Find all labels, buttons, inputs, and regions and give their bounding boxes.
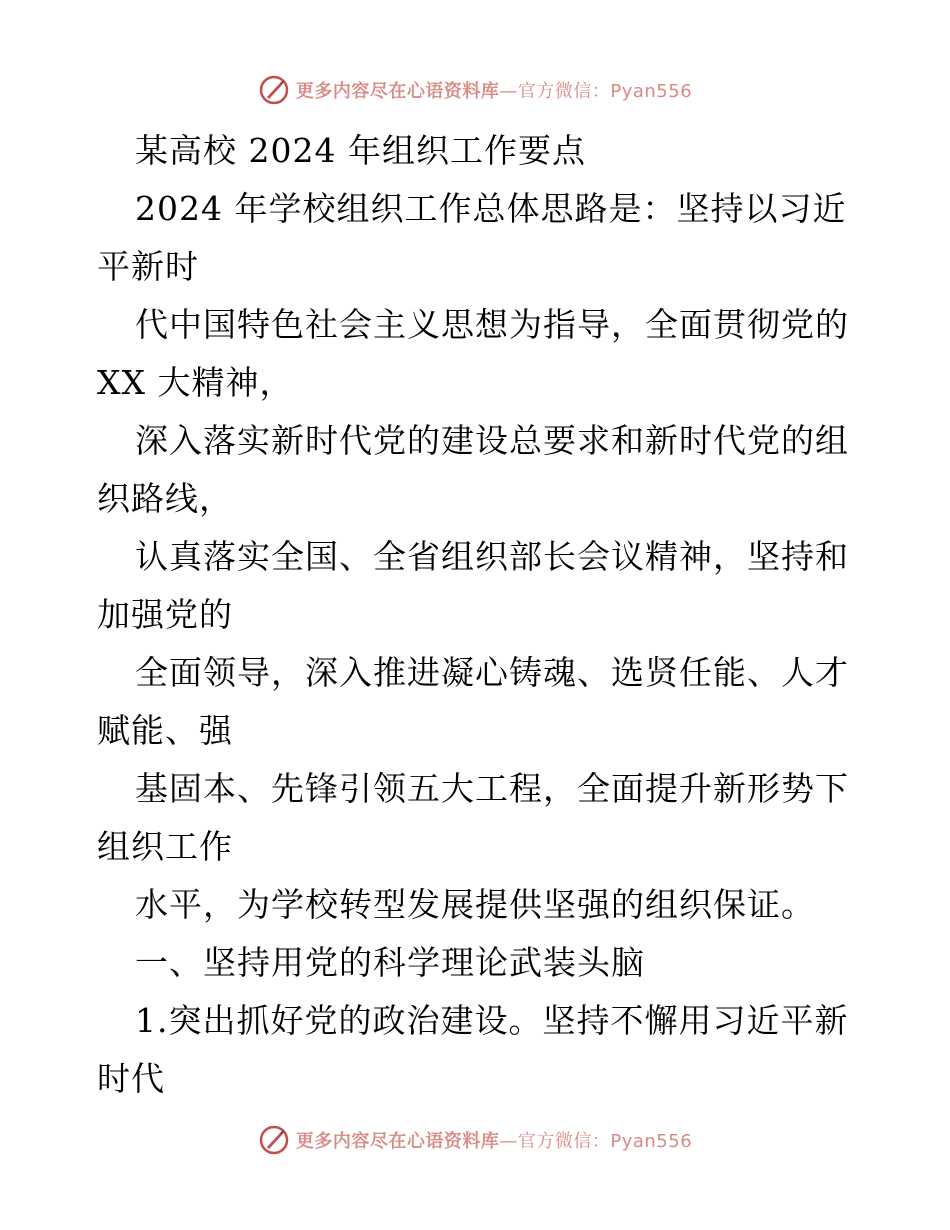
document-line: 组织工作: [97, 827, 233, 866]
banner-text: [296, 77, 692, 103]
footer-watermark-banner: [0, 1120, 950, 1160]
header-watermark-banner: [0, 70, 950, 110]
banner-site-text: 更多内容尽在心语资料库: [295, 1131, 500, 1152]
banner-wechat-label: 官方微信：: [517, 1131, 611, 1152]
document-line: 平新时: [97, 247, 199, 286]
quill-pen-circle-icon: [258, 74, 290, 106]
document-line: XX 大精神，: [97, 363, 294, 402]
banner-wechat-label: 官方微信：: [517, 81, 611, 102]
document-body: [97, 122, 857, 1108]
document-line: 织路线，: [97, 479, 233, 518]
document-line: 代中国特色社会主义思想为指导，全面贯彻党的: [135, 305, 849, 344]
banner-separator: —: [499, 81, 518, 102]
banner-wechat-id: Pyan556: [610, 1131, 693, 1152]
document-line: 深入落实新时代党的建设总要求和新时代党的组: [135, 421, 849, 460]
document-line: 加强党的: [97, 595, 233, 634]
document-line: 2024 年学校组织工作总体思路是：坚持以习近: [135, 189, 847, 228]
document-line: 全面领导，深入推进凝心铸魂、选贤任能、人才: [135, 653, 849, 692]
banner-separator: —: [499, 1131, 518, 1152]
document-line: 赋能、强: [97, 711, 233, 750]
document-line: 时代: [97, 1059, 165, 1098]
document-line: 1.突出抓好党的政治建设。坚持不懈用习近平新: [135, 1001, 849, 1040]
document-line: 认真落实全国、全省组织部长会议精神，坚持和: [135, 537, 849, 576]
document-line: 一、坚持用党的科学理论武装头脑: [135, 943, 645, 982]
banner-text: [296, 1127, 692, 1153]
quill-pen-circle-icon: [258, 1124, 290, 1156]
document-line: 某高校 2024 年组织工作要点: [135, 131, 586, 170]
document-line: 基固本、先锋引领五大工程，全面提升新形势下: [135, 769, 849, 808]
banner-wechat-id: Pyan556: [610, 81, 693, 102]
document-line: 水平，为学校转型发展提供坚强的组织保证。: [135, 885, 815, 924]
banner-site-text: 更多内容尽在心语资料库: [295, 81, 500, 102]
